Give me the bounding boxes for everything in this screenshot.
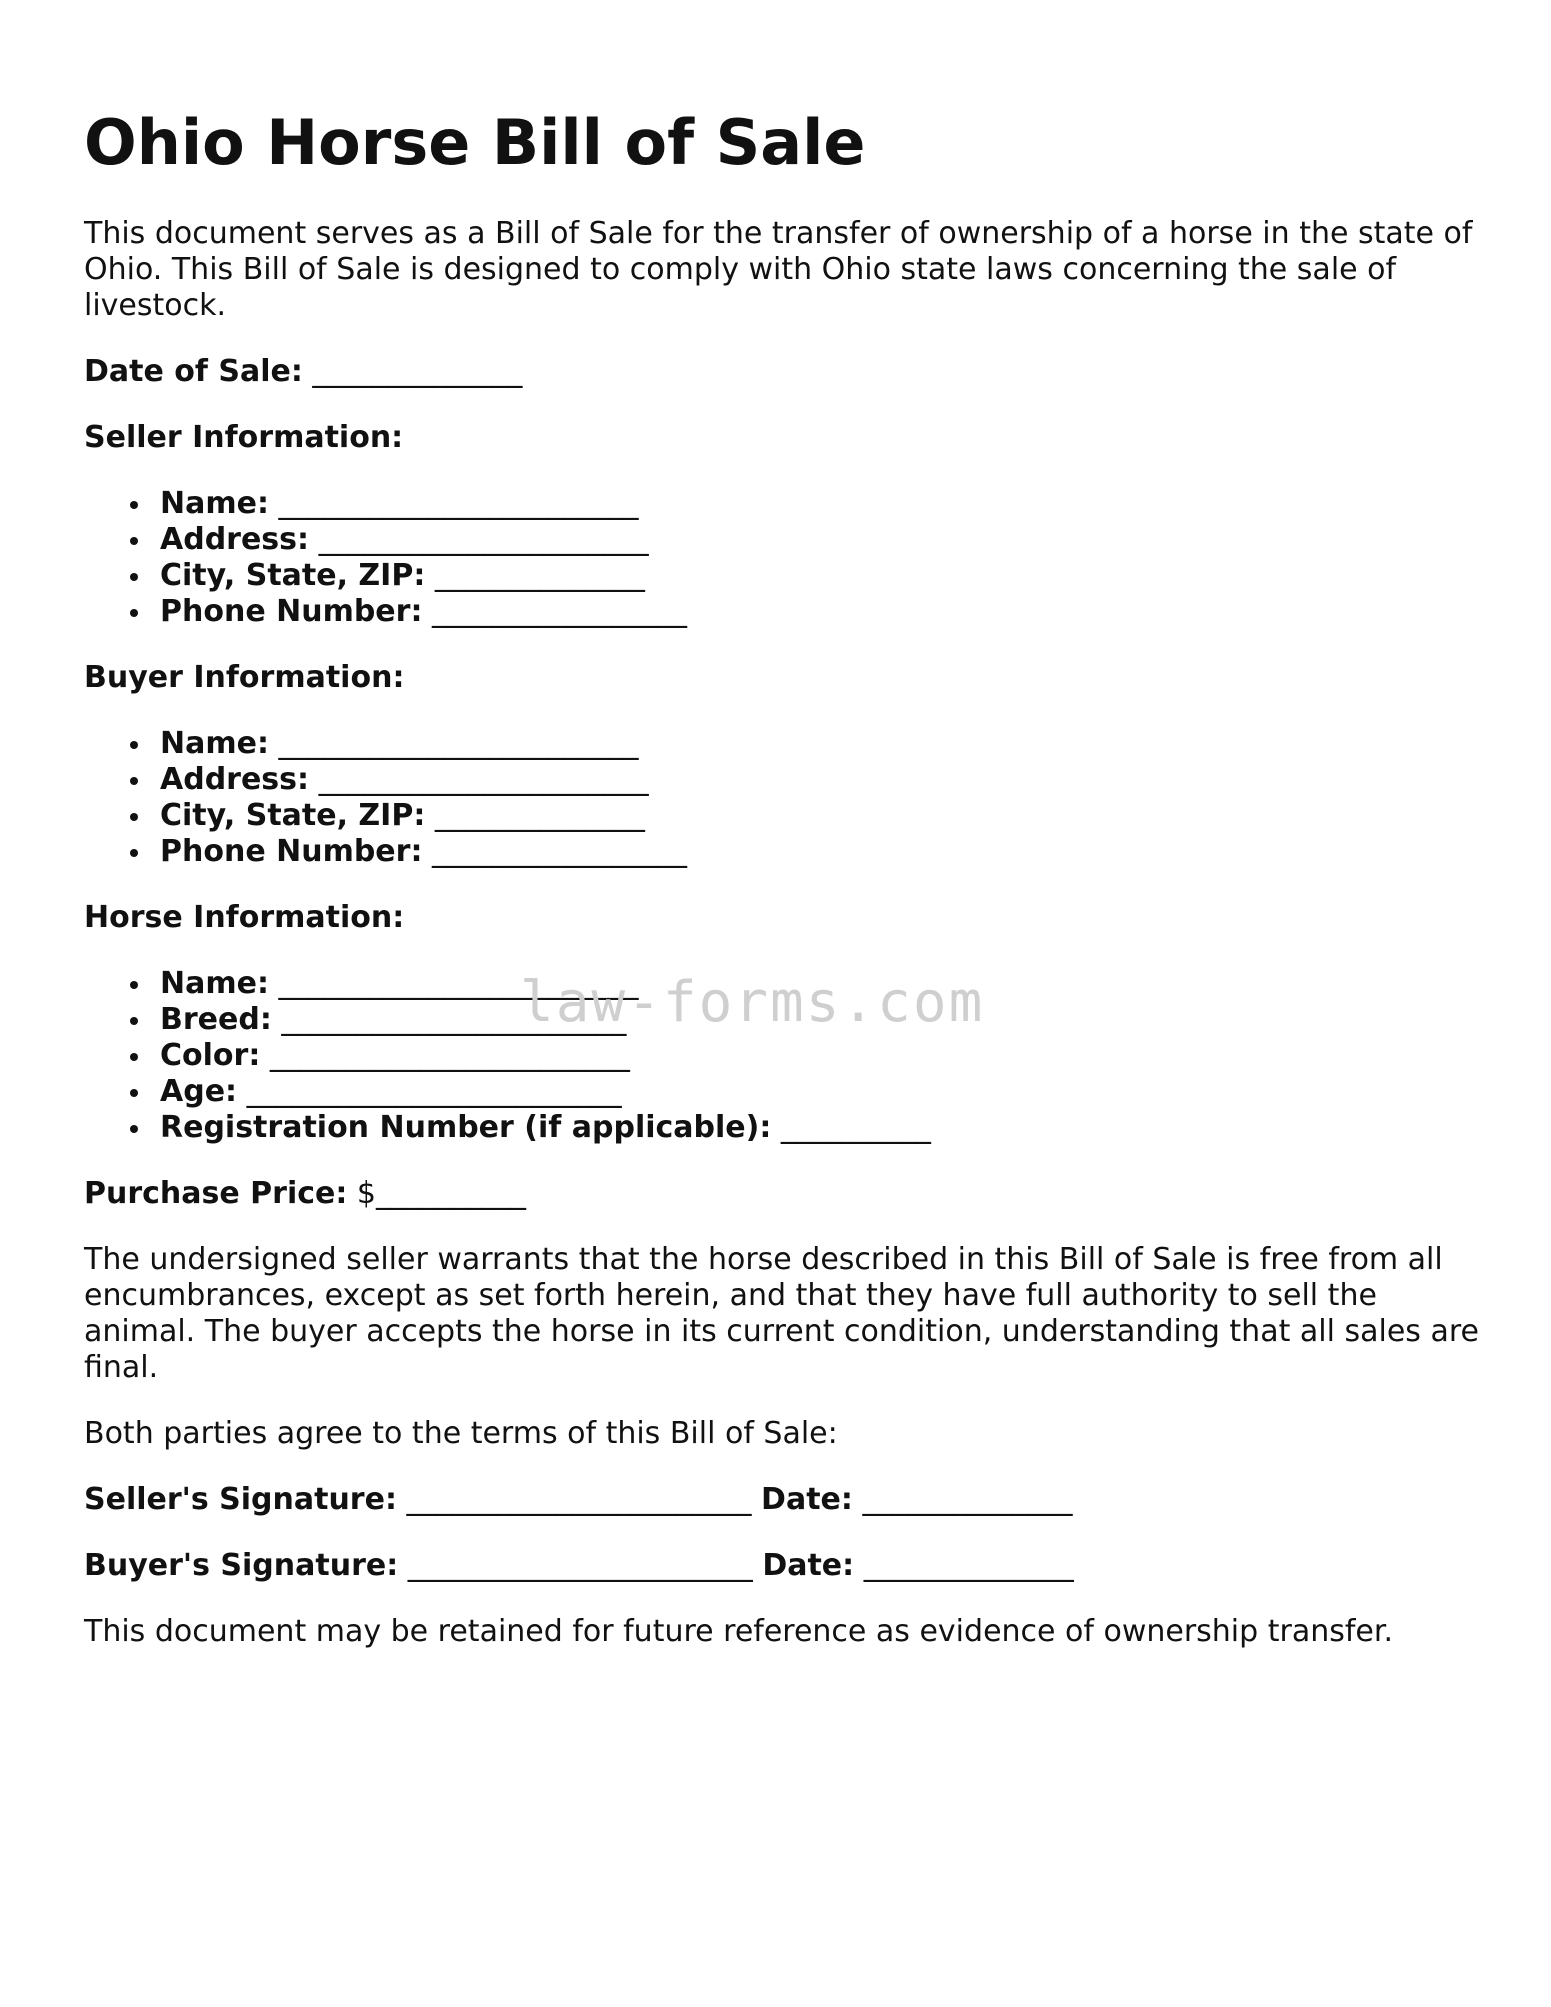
buyer-fields-list (84, 726, 1484, 870)
list-item (160, 1074, 1484, 1110)
horse-name-label: Name: (160, 966, 269, 1001)
buyer-phone-label: Phone Number: (160, 834, 423, 869)
seller-date-label: Date: (761, 1482, 853, 1517)
document-page (84, 0, 1484, 1650)
buyer-phone-blank[interactable]: _________________ (432, 834, 687, 869)
list-item (160, 558, 1484, 594)
horse-section-title: Horse Information: (84, 900, 405, 935)
intro-paragraph: This document serves as a Bill of Sale for the transfer of ownership of a horse in the state of Ohio. This Bill of Sale is designed to comply with Ohio state laws concerning the sale of livestock. (84, 216, 1473, 323)
list-item (160, 522, 1484, 558)
horse-name-blank[interactable]: ________________________ (278, 966, 639, 1001)
seller-city-blank[interactable]: ______________ (434, 558, 645, 593)
buyer-section-title: Buyer Information: (84, 660, 405, 695)
horse-age-blank[interactable]: _________________________ (246, 1074, 622, 1109)
date-of-sale-field (84, 354, 1484, 390)
buyer-signature-line (84, 1548, 1484, 1584)
horse-fields-list (84, 966, 1484, 1146)
purchase-price-blank[interactable]: $__________ (356, 1176, 527, 1211)
retention-paragraph: This document may be retained for future reference as evidence of ownership transfer. (84, 1614, 1393, 1649)
seller-signature-blank[interactable]: _______________________ (406, 1482, 752, 1517)
horse-breed-label: Breed: (160, 1002, 272, 1037)
buyer-city-label: City, State, ZIP: (160, 798, 426, 833)
list-item (160, 726, 1484, 762)
horse-age-label: Age: (160, 1074, 238, 1109)
seller-fields-list (84, 486, 1484, 630)
seller-signature-label: Seller's Signature: (84, 1482, 397, 1517)
seller-signature-line (84, 1482, 1484, 1518)
purchase-price-field (84, 1176, 1484, 1212)
agreement-paragraph: Both parties agree to the terms of this Bill of Sale: (84, 1416, 838, 1451)
horse-color-label: Color: (160, 1038, 261, 1073)
horse-registration-label: Registration Number (if applicable): (160, 1110, 772, 1145)
seller-name-label: Name: (160, 486, 269, 521)
list-item (160, 1038, 1484, 1074)
buyer-name-blank[interactable]: ________________________ (278, 726, 639, 761)
date-of-sale-blank[interactable]: ______________ (312, 354, 523, 389)
seller-phone-label: Phone Number: (160, 594, 423, 629)
seller-phone-blank[interactable]: _________________ (432, 594, 687, 629)
seller-address-blank[interactable]: ______________________ (318, 522, 649, 557)
seller-section-title: Seller Information: (84, 420, 404, 455)
horse-registration-blank[interactable]: __________ (780, 1110, 931, 1145)
list-item (160, 1110, 1484, 1146)
seller-address-label: Address: (160, 522, 310, 557)
buyer-signature-blank[interactable]: _______________________ (407, 1548, 753, 1583)
buyer-signature-label: Buyer's Signature: (84, 1548, 399, 1583)
horse-breed-blank[interactable]: _______________________ (281, 1002, 627, 1037)
list-item (160, 594, 1484, 630)
buyer-date-blank[interactable]: ______________ (863, 1548, 1074, 1583)
list-item (160, 762, 1484, 798)
seller-date-blank[interactable]: ______________ (862, 1482, 1073, 1517)
buyer-city-blank[interactable]: ______________ (434, 798, 645, 833)
list-item (160, 1002, 1484, 1038)
document-title: Ohio Horse Bill of Sale (84, 106, 866, 179)
watermark-text: law-forms.com (520, 970, 985, 1035)
buyer-date-label: Date: (762, 1548, 855, 1583)
list-item (160, 834, 1484, 870)
buyer-address-blank[interactable]: ______________________ (318, 762, 649, 797)
list-item (160, 798, 1484, 834)
seller-city-label: City, State, ZIP: (160, 558, 426, 593)
purchase-price-label: Purchase Price: (84, 1176, 348, 1211)
horse-color-blank[interactable]: ________________________ (269, 1038, 630, 1073)
date-of-sale-label: Date of Sale: (84, 354, 303, 389)
buyer-address-label: Address: (160, 762, 310, 797)
seller-name-blank[interactable]: ________________________ (278, 486, 639, 521)
buyer-name-label: Name: (160, 726, 269, 761)
list-item (160, 486, 1484, 522)
warranty-paragraph: The undersigned seller warrants that the horse described in this Bill of Sale is free from all encumbrances, except as set forth herein, and that they have full authority to sell the animal. The buyer accepts the horse in its current condition, understanding that all sales are final. (84, 1242, 1479, 1385)
list-item (160, 966, 1484, 1002)
